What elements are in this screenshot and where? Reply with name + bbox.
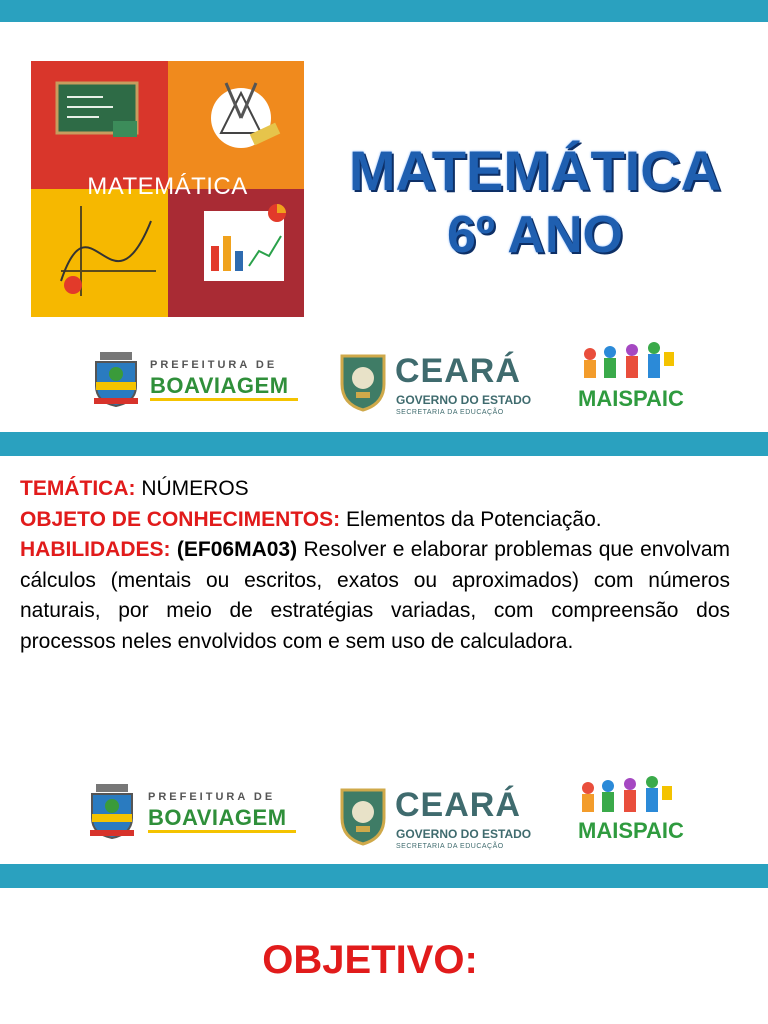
boaviagem-wordmark: BOAVIAGEM — [148, 805, 287, 830]
boaviagem-underline — [150, 398, 298, 401]
content-block — [20, 474, 730, 657]
section-divider-bar-2 — [0, 864, 768, 888]
ceara-wordmark: CEARÁ — [395, 786, 521, 824]
ceara-governo-label: GOVERNO DO ESTADO — [396, 827, 532, 841]
cover-image — [31, 61, 304, 317]
section-divider-bar-1 — [0, 432, 768, 456]
chalkboard-icon — [53, 81, 141, 141]
top-bar — [0, 0, 768, 22]
objeto-label: OBJETO DE CONHECIMENTOS: — [20, 507, 341, 531]
tematica-value: NÚMEROS — [135, 477, 249, 500]
boaviagem-underline — [148, 830, 296, 833]
objeto-value: Elementos da Potenciação. — [340, 507, 602, 531]
tematica-line — [20, 474, 730, 505]
ceara-secretaria-label: SECRETARIA DA EDUCAÇÃO — [396, 409, 504, 416]
prefeitura-label: PREFEITURA DE — [150, 359, 278, 371]
maispaic-mais: MAIS — [578, 386, 633, 411]
ceara-crest-icon — [338, 350, 388, 412]
maispaic-wordmark — [578, 818, 684, 844]
logo-row-top — [0, 340, 768, 420]
habilidades-label: HABILIDADES: — [20, 538, 171, 561]
maispaic-mais: MAIS — [578, 818, 633, 843]
habilidades-code: (EF06MA03) — [170, 538, 298, 561]
ceara-secretaria-label: SECRETARIA DA EDUCAÇÃO — [396, 843, 504, 850]
page-subtitle: 6º ANO — [447, 206, 623, 264]
page-title: MATEMÁTICA — [348, 139, 722, 202]
objeto-line — [20, 505, 730, 536]
boaviagem-wordmark: BOAVIAGEM — [150, 373, 289, 398]
maispaic-paic: PAIC — [633, 386, 684, 411]
habilidades-paragraph — [20, 535, 730, 657]
habilidades-text: Resolver e elaborar problemas que envolvam cálculos (mentais ou escritos, exatos ou aproximados) com números naturais, por meio de estratégias variadas, com compreensão dos processos neles envolvidos com e sem uso de calculadora. — [20, 538, 730, 653]
cover-image-label: MATEMÁTICA — [87, 173, 248, 200]
function-graph-icon — [51, 201, 161, 301]
logo-row-bottom — [0, 772, 768, 852]
objetivo-heading: OBJETIVO: — [262, 938, 478, 982]
prefeitura-label: PREFEITURA DE — [148, 791, 276, 803]
ceara-governo-label: GOVERNO DO ESTADO — [396, 393, 532, 407]
geometry-icon — [196, 73, 286, 163]
ceara-wordmark: CEARÁ — [395, 352, 521, 390]
boaviagem-crest-icon — [86, 782, 138, 840]
paic-children-icon — [578, 340, 678, 382]
maispaic-paic: PAIC — [633, 818, 684, 843]
bar-chart-icon — [199, 201, 294, 291]
ceara-crest-icon — [338, 784, 388, 846]
tematica-label: TEMÁTICA: — [20, 477, 136, 500]
boaviagem-crest-icon — [90, 350, 142, 408]
maispaic-wordmark — [578, 386, 684, 412]
paic-children-icon — [576, 774, 676, 816]
